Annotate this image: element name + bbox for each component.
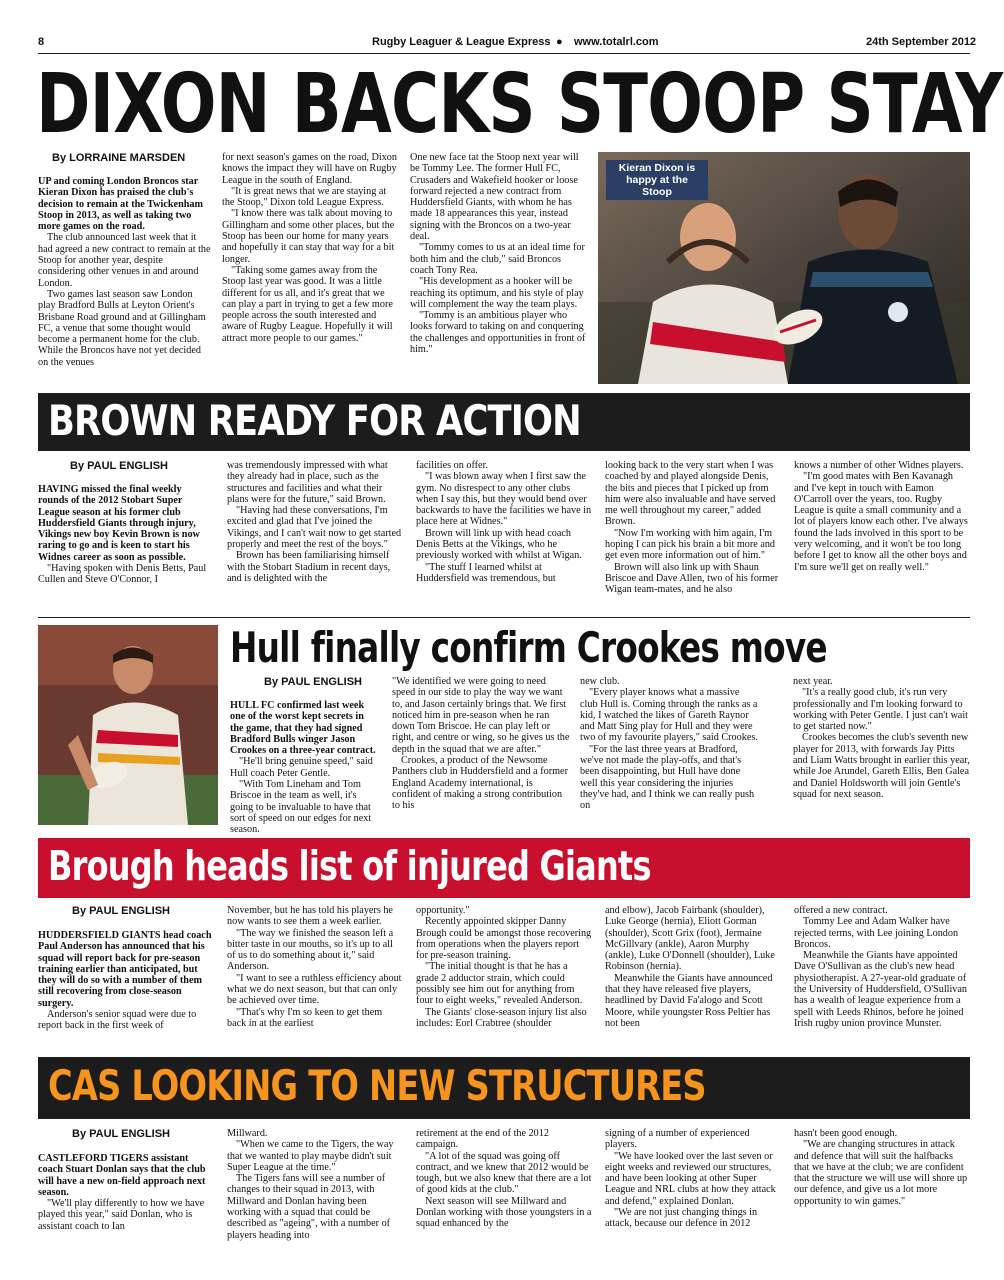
byline-article5: By PAUL ENGLISH: [72, 1128, 170, 1140]
banner-brown: [38, 393, 970, 451]
paragraph: Brown has been familiarising himself with the Stobart Stadium in recent days, and is delighted with the: [227, 550, 391, 584]
paragraph: "The way we finished the season left a bitter taste in our mouths, so it's up to all of us to do something about it," said Anderson.: [227, 927, 394, 973]
article5-column-1: [38, 1153, 214, 1243]
headline-brown: BROWN READY FOR ACTION: [48, 396, 581, 445]
paragraph: "I want to see a ruthless efficiency about what we do next season, but that can only be achieved over time.: [227, 972, 402, 1007]
paragraph: "Taking some games away from the Stoop last year was good. It was a little different for us all, and it's great that we can play a part in trying to get a few more people across the south interested and aware of Rugby League. Hopefully it will attract more people to our games.": [222, 264, 393, 344]
paragraph: next year.: [793, 676, 833, 687]
paragraph: Meanwhile the Giants have announced that they have released five players, headlined by David Fa'alogo and Scott Moore, while youngster Ross Peltier has not been: [605, 972, 773, 1029]
article1-column-1: [38, 176, 212, 386]
paragraph: "Having had these conversations, I'm excited and glad that I've joined the Vikings, and I can't wait now to get started properly and meet the rest of the boys.": [227, 505, 402, 551]
paragraph: "I'm good mates with Ben Kavanagh and I've kept in touch with Eamon O'Carroll over the years, too. Rugby League is quite a small community and a lot of players know each other. I've always found the lads involved in this sport to be very welcoming, and it won't be too long before I get to know all the other boys and I'm sure we'll get on really well.": [794, 471, 968, 573]
article5-column-4: [605, 1128, 781, 1243]
headline-dixon: DIXON BACKS STOOP STAY: [36, 57, 1003, 152]
article5-column-2: [227, 1128, 403, 1243]
paragraph: Millward.: [227, 1128, 268, 1139]
website-link[interactable]: www.totalrl.com: [574, 36, 659, 48]
article5-column-3: [416, 1128, 592, 1243]
paragraph: "It's a really good club, it's run very professionally and I'm looking forward to working with Peter Gentle. I just can't wait to get started now.": [793, 687, 968, 733]
paragraph: "Every player knows what a massive club Hull is. Coming through the ranks as a kid, I watched the likes of Gareth Raynor and Matt Sing play for Hull and they were two of my favourite players," said Crookes.: [580, 687, 758, 744]
paragraph: Next season will see Millward and Donlan working with those youngsters in a squad enhanced by the: [416, 1195, 592, 1230]
paragraph: "We'll play differently to how we have played this year," said Donlan, who is assistant coach to Ian: [38, 1198, 205, 1232]
paragraph: "I know there was talk about moving to Gillingham and some other places, but the Stoop has been our home for many years and hopefully it can stay that way for a bit longer.: [222, 208, 395, 265]
paragraph: November, but he has told his players he now wants to see them a week earlier.: [227, 905, 393, 928]
paragraph: Brown will also link up with Shaun Briscoe and Dave Allen, two of his former Wigan team-mates, and he also: [605, 561, 779, 596]
article5-intro: CASTLEFORD TIGERS assistant coach Stuart Donlan says that the club will have a new on-field approach next season.: [38, 1153, 206, 1198]
paragraph: Crookes, a product of the Newsome Panthers club in Huddersfield and a former England Academy international, is confident of making a strong contribution to his: [392, 755, 568, 812]
paragraph: knows a number of other Widnes players.: [794, 460, 964, 471]
paragraph: Two games last season saw London play Bradford Bulls at Leyton Orient's Brisbane Road ground and at Gillingham FC, a venue that some thought would become a permanent home for the club. While the Broncos have not yet decided on the venues: [38, 288, 206, 368]
article4-column-4: [605, 905, 781, 1048]
paragraph: "That's why I'm so keen to get them back in at the earliest: [227, 1006, 383, 1029]
article2-column-2: [227, 460, 403, 612]
paragraph: "With Tom Lineham and Tom Briscoe in the team as well, it's going to be invaluable to have that sort of speed on our edges for next season.: [230, 779, 372, 836]
paragraph: "A lot of the squad was going off contract, and we knew that 2012 would be tough, but we also knew that there are a lot of good kids at the club.": [416, 1150, 592, 1196]
headline-brough: Brough heads list of injured Giants: [48, 842, 651, 890]
paragraph: "We have looked over the last seven or eight weeks and reviewed our structures, and have been looking at other Super League and NRL clubs at how they attack and defend," explained Donlan.: [605, 1150, 776, 1207]
photo-kieran-dixon: [598, 152, 970, 384]
paragraph: Anderson's senior squad were due to report back in the first week of: [38, 1009, 197, 1032]
paragraph: "We are changing structures in attack and defence that will suit the halfbacks that we have at the club; we are confident that the structure we will use will shore up our defence, and give us a lot more opportunity to win games.": [794, 1139, 968, 1207]
article4-column-1: [38, 930, 214, 1048]
article3-intro: HULL FC confirmed last week one of the worst kept secrets in the game, that they had signed Bradford Bulls winger Jason Crookes on a three-year contract.: [230, 700, 376, 757]
article3-column-4: [793, 676, 971, 828]
byline-article2: By PAUL ENGLISH: [70, 460, 168, 472]
paragraph: signing of a number of experienced players.: [605, 1128, 750, 1151]
paragraph: "I was blown away when I first saw the gym. No disrespect to any other clubs when I say this, but they would bend over backwards to have the facilities we have in place here at Widnes.": [416, 471, 592, 528]
article4-column-3: [416, 905, 592, 1048]
article1-column-3: [410, 152, 586, 386]
paragraph: "When we came to the Tigers, the way that we wanted to play maybe didn't suit Super League at the time.": [227, 1139, 394, 1173]
article3-column-1: [230, 700, 380, 836]
paragraph: The Giants' close-season injury list also includes: Eorl Crabtree (shoulder: [416, 1006, 587, 1029]
paragraph: "We are not just changing things in attack, because our defence in 2012: [605, 1207, 758, 1230]
paragraph: "We identified we were going to need speed in our side to play the way we want to, and Jason certainly brings that. We first noticed him in pre-season when he ran down Tom Briscoe. He can play left or right, and centre or wing, so he gives us the depth in the squad that we are after.": [392, 676, 570, 755]
paragraph: "Tommy comes to us at an ideal time for both him and the club," said Broncos coach Tony Rea.: [410, 242, 585, 276]
article3-column-3: [580, 676, 758, 828]
paragraph: The club announced last week that it had agreed a new contract to remain at the Stoop for another year, despite considering other venues in and around London.: [38, 232, 211, 289]
header-rule: [38, 53, 970, 54]
paragraph: new club.: [580, 676, 620, 687]
headline-crookes: Hull finally confirm Crookes move: [230, 623, 827, 672]
paragraph: "It is great news that we are staying at the Stoop," Dixon told League Express.: [222, 185, 387, 209]
paragraph: offered a new contract.: [794, 905, 888, 916]
article2-column-1: [38, 484, 214, 612]
banner-brough: [38, 838, 970, 898]
article4-intro: HUDDERSFIELD GIANTS head coach Paul Anderson has announced that his squad will report back for pre-season training earlier than anticipated, but they will do so with a number of them still recovering from close-season surgery.: [38, 930, 212, 1009]
banner-cas: [38, 1057, 970, 1119]
paragraph: "Tommy is an ambitious player who looks forward to taking on and conquering the challenges and opportunities in front of him.": [410, 310, 586, 356]
article2-column-4: [605, 460, 781, 612]
paragraph: "His development as a hooker will be reaching its optimum, and his style of play will complement the way the team plays.: [410, 276, 584, 310]
page-number: 8: [38, 36, 45, 48]
paragraph: looking back to the very start when I was coached by and played alongside Denis, the bits and pieces that I picked up from him were also invaluable and have served me well throughout my career," added Brown.: [605, 460, 776, 528]
article5-column-5: [794, 1128, 970, 1243]
paragraph: and elbow), Jacob Fairbank (shoulder), Luke George (hernia), Eliott Gorman (shoulder), Scott Grix (foot), Jermaine McGillvary (ankle), Aaron Murphy (ankle), Luke O'Donnell (shoulder), Luke Robinson (hernia).: [605, 905, 775, 973]
photo-caption-line-1: Kieran Dixon is: [618, 162, 696, 174]
paragraph: for next season's games on the road, Dixon knows the impact they will have on Rugby League in the south of England.: [222, 152, 397, 186]
photo-caption-line-2: happy at the Stoop: [626, 174, 688, 198]
article4-column-5: [794, 905, 970, 1048]
byline-article1: By LORRAINE MARSDEN: [52, 152, 186, 164]
paragraph: "He'll bring genuine speed," said Hull coach Peter Gentle.: [230, 756, 373, 779]
byline-article3: By PAUL ENGLISH: [264, 676, 362, 688]
paragraph: Brown will link up with head coach Denis Betts at the Vikings, who he previously worked with whilst at Wigan.: [416, 527, 582, 562]
photo-jason-crookes-illustration: [38, 625, 218, 825]
article2-column-5: [794, 460, 970, 612]
headline-cas: CAS LOOKING TO NEW STRUCTURES: [48, 1061, 706, 1110]
paragraph: Tommy Lee and Adam Walker have rejected terms, with Lee joining London Broncos.: [794, 916, 959, 950]
publication-name: Rugby Leaguer & League Express: [372, 36, 551, 48]
photo-jason-crookes: [38, 625, 218, 825]
paragraph: "Having spoken with Denis Betts, Paul Cullen and Steve O'Connor, I: [38, 563, 207, 586]
byline-article4: By PAUL ENGLISH: [72, 905, 170, 917]
article3-column-2: [392, 676, 570, 828]
article1-column-2: [222, 152, 398, 386]
paragraph: "For the last three years at Bradford, we've not made the play-offs, and that's been disappointing, but Hull have done well this year considering the injuries they've had, and I think we can really push on: [580, 743, 755, 812]
paragraph: "Now I'm working with him again, I'm hoping I can pick his brain a bit more and get even more information out of him.": [605, 527, 776, 562]
paragraph: opportunity.": [416, 905, 470, 916]
article2-intro: HAVING missed the final weekly rounds of the 2012 Stobart Super League season at his former club Huddersfield Giants through injury, Vikings new boy Kevin Brown is now raring to go and is keen to start his Widnes career as soon as possible.: [38, 484, 200, 563]
photo-caption: [606, 160, 708, 200]
paragraph: Meanwhile the Giants have appointed Dave O'Sullivan as the club's new head physiotherapist. A 27-year-old graduate of the University of Huddersfield, O'Sullivan has a wealth of league experience from a spell with Leeds Rhinos, before he joined Irish rugby union province Munster.: [794, 950, 968, 1029]
paragraph: hasn't been good enough.: [794, 1128, 898, 1139]
paragraph: was tremendously impressed with what they already had in place, such as the structures and facilities and what their plans were for the future," said Brown.: [227, 460, 388, 505]
header-bullet: ●: [556, 36, 563, 48]
article4-column-2: [227, 905, 403, 1048]
paragraph: Recently appointed skipper Danny Brough could be amongst those recovering from operations when the players report for pre-season training.: [416, 916, 592, 962]
divider-article2: [38, 617, 970, 618]
paragraph: One new face tat the Stoop next year will be Tommy Lee. The former Hull FC, Crusaders and Wakefield hooker or loose forward rejected a new contract from Huddersfield Giants, with whom he has made 18 appearances this year, instead signing with the Broncos on a two-year deal.: [410, 152, 579, 243]
paragraph: "The initial thought is that he has a grade 2 adductor strain, which could possibly see him out for anything from four to eight weeks," revealed Anderson.: [416, 961, 583, 1007]
article2-column-3: [416, 460, 592, 612]
paragraph: "The stuff I learned whilst at Huddersfield was tremendous, but: [416, 561, 556, 584]
paragraph: Crookes becomes the club's seventh new player for 2013, with forwards Jay Pitts and Liam Watts brought in earlier this year, while Joe Arundel, Gareth Ellis, Ben Galea and Daniel Holdsworth will join Gentle's squad for next season.: [793, 732, 970, 800]
article1-intro: UP and coming London Broncos star Kieran Dixon has praised the club's decision to remain at the Twickenham Stoop in 2013, as well as taking two more games on the road.: [38, 176, 203, 233]
paragraph: facilities on offer.: [416, 460, 488, 471]
paragraph: The Tigers fans will see a number of changes to their squad in 2013, with Millward and Donlan having been working with a squad that could be described as "ageing", with a number of players heading into: [227, 1173, 391, 1241]
paragraph: retirement at the end of the 2012 campaign.: [416, 1128, 549, 1151]
issue-date: 24th September 2012: [866, 36, 977, 48]
